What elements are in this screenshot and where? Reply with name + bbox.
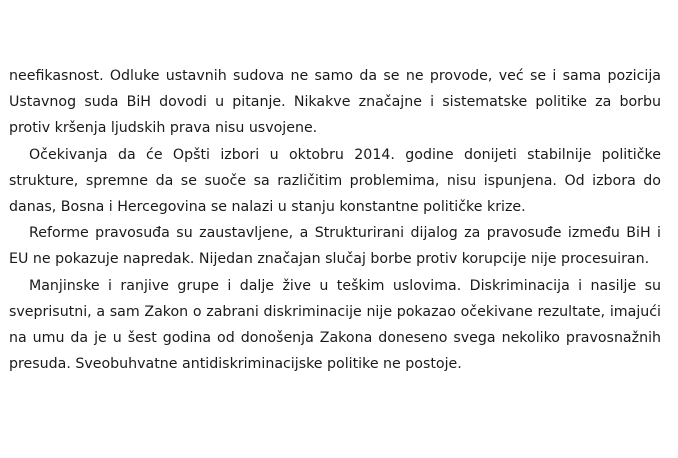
paragraph-judiciary-reform: Reforme pravosuđa su zaustavljene, a Strukturirani dijalog za pravosuđe između BiH i EU ne pokazuje napredak. Nijedan značajan slučaj borbe protiv korupcije nije procesuiran. — [9, 225, 661, 268]
paragraph-minorities: Manjinske i ranjive grupe i dalje žive u teškim uslovima. Diskriminacija i nasilje su sveprisutni, a sam Zakon o zabrani diskriminacije nije pokazao očekivane rezultate, imajući na umu da je u šest godina od donošenja Zakona doneseno svega nekoliko pravosnažnih presuda. Sveobuhvatne antidiskriminacijske politike ne postoje. — [9, 277, 661, 373]
document-page — [9, 63, 661, 377]
paragraph-elections: Očekivanja da će Opšti izbori u oktobru 2014. godine donijeti stabilnije političke strukture, spremne da se suoče sa različitim problemima, nisu ispunjena. Od izbora do danas, Bosna i Hercegovina se nalazi u stanju konstantne političke krize. — [9, 146, 661, 216]
paragraph-continuation: neefikasnost. Odluke ustavnih sudova ne samo da se ne provode, već se i sama pozicija Ustavnog suda BiH dovodi u pitanje. Nikakve značajne i sistematske politike za borbu protiv kršenja ljudskih prava nisu usvojene. — [9, 68, 661, 137]
